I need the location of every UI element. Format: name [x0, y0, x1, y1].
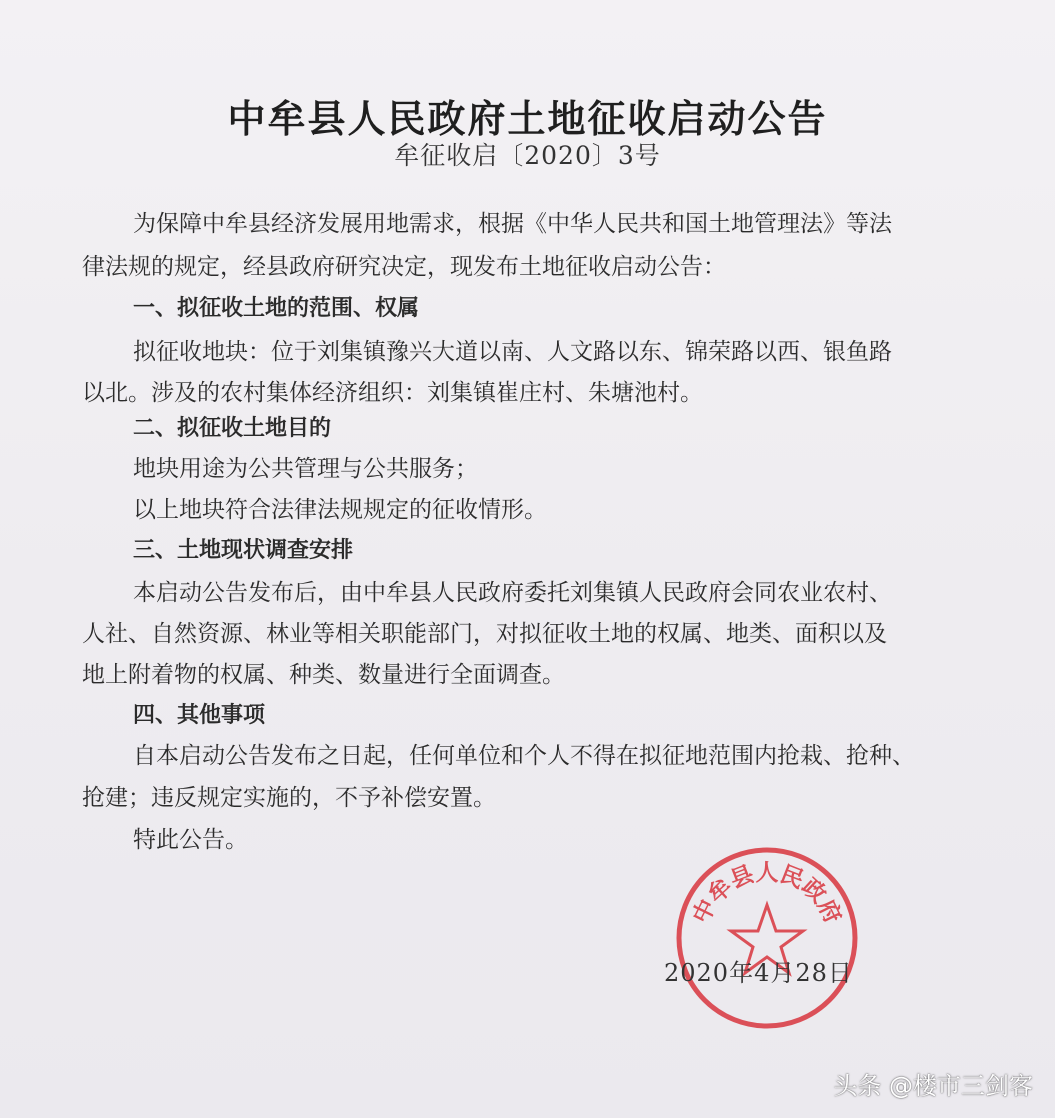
section-2-line-1: 地块用途为公共管理与公共服务； — [133, 456, 478, 482]
intro-line-1: 为保障中牟县经济发展用地需求，根据《中华人民共和国土地管理法》等法 — [133, 211, 892, 237]
document-number: 牟征收启〔2020〕3号 — [394, 141, 661, 170]
section-4-heading: 四、其他事项 — [133, 703, 266, 728]
section-4-line-2: 抢建；违反规定实施的，不予补偿安置。 — [82, 785, 496, 811]
watermark-label: 头条 @楼市三剑客 — [833, 1072, 1033, 1100]
section-3-line-2: 人社、自然资源、林业等相关职能部门，对拟征收土地的权属、地类、面积以及 — [82, 621, 887, 647]
section-3-line-3: 地上附着物的权属、种类、数量进行全面调查。 — [82, 662, 565, 688]
notice-title: 中牟县人民政府土地征收启动公告 — [227, 97, 828, 141]
closing-remark: 特此公告。 — [133, 827, 248, 853]
intro-line-2: 律法规的规定，经县政府研究决定，现发布土地征收启动公告： — [82, 254, 726, 280]
section-2-heading: 二、拟征收土地目的 — [133, 416, 332, 441]
section-2-line-2: 以上地块符合法律法规规定的征收情形。 — [133, 497, 547, 523]
section-1-line-2: 以北。涉及的农村集体经济组织：刘集镇崔庄村、朱塘池村。 — [82, 380, 703, 406]
notice-date: 2020年4月28日 — [664, 959, 853, 987]
section-3-line-1: 本启动公告发布后，由中牟县人民政府委托刘集镇人民政府会同农业农村、 — [133, 580, 892, 606]
section-1-heading: 一、拟征收土地的范围、权属 — [133, 296, 420, 321]
section-1-line-1: 拟征收地块：位于刘集镇豫兴大道以南、人文路以东、锦荣路以西、银鱼路 — [133, 339, 892, 365]
section-4-line-1: 自本启动公告发布之日起，任何单位和个人不得在拟征地范围内抢栽、抢种、 — [133, 743, 915, 769]
seal-text: 中牟县人民政府 — [688, 859, 846, 928]
section-3-heading: 三、土地现状调查安排 — [133, 538, 354, 563]
official-seal-stamp — [672, 843, 862, 1033]
